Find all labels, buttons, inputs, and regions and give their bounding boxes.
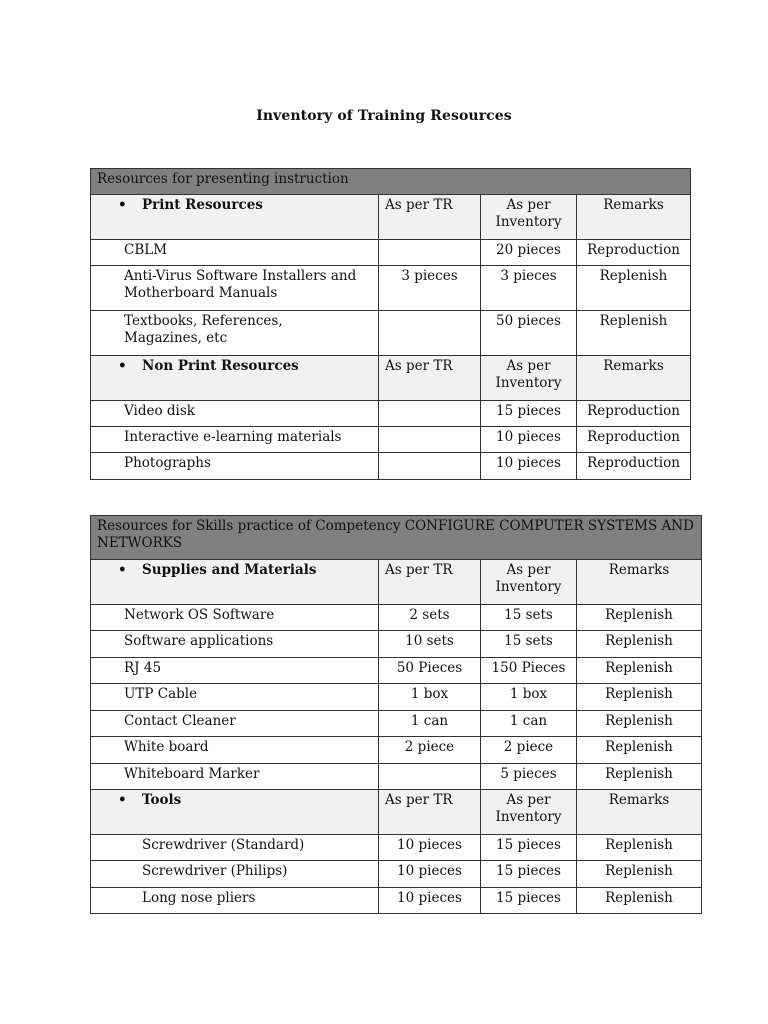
as-per-inventory-value: 50 pieces: [496, 313, 561, 329]
remarks-value: Replenish: [605, 607, 673, 623]
table-row: [91, 888, 702, 914]
item-name: Long nose pliers: [142, 890, 256, 906]
remarks-value: Replenish: [599, 268, 668, 284]
table-header-title: Resources for presenting instruction: [97, 171, 349, 187]
remarks-value: Replenish: [605, 766, 673, 782]
column-header-as-per-inventory: As per Inventory: [495, 358, 562, 391]
as-per-inventory-value: 15 pieces: [496, 403, 561, 419]
item-name: Software applications: [124, 633, 274, 649]
table-row: [91, 266, 691, 311]
table-row: [91, 711, 702, 737]
as-per-tr-value: [379, 401, 480, 403]
table-row: [91, 311, 691, 356]
column-header-as-per-inventory: As per Inventory: [495, 197, 562, 230]
item-name: Screwdriver (Philips): [142, 863, 288, 879]
item-name: UTP Cable: [124, 686, 198, 702]
as-per-tr-value: 10 pieces: [397, 890, 462, 906]
remarks-value: Replenish: [605, 863, 673, 879]
as-per-inventory-value: 150 Pieces: [491, 660, 566, 676]
bullet-icon: •: [118, 562, 127, 578]
item-name: Interactive e-learning materials: [124, 429, 342, 445]
as-per-inventory-value: 3 pieces: [500, 268, 557, 284]
section-header-row: [91, 195, 691, 240]
as-per-tr-value: 10 sets: [405, 633, 454, 649]
as-per-inventory-value: 10 pieces: [496, 429, 561, 445]
section-header-row: [91, 356, 691, 401]
remarks-value: Replenish: [605, 633, 673, 649]
as-per-tr-value: 1 can: [410, 713, 449, 729]
column-header-as-per-tr: As per TR: [385, 562, 453, 578]
item-name: CBLM: [124, 242, 168, 258]
item-name: Network OS Software: [124, 607, 275, 623]
table-row: [91, 658, 702, 684]
column-header-as-per-tr: As per TR: [385, 792, 453, 808]
column-header-remarks: Remarks: [608, 792, 670, 808]
section-label: Non Print Resources: [142, 358, 299, 374]
as-per-tr-value: [379, 427, 480, 429]
as-per-inventory-value: 1 can: [509, 713, 548, 729]
as-per-inventory-value: 15 pieces: [496, 863, 561, 879]
as-per-tr-value: [379, 311, 480, 313]
table-header-title: Resources for Skills practice of Competency CONFIGURE COMPUTER SYSTEMS AND NETWORKS: [97, 518, 694, 551]
table-header-row: [91, 169, 691, 195]
section-label: Tools: [142, 792, 182, 808]
bullet-icon: •: [118, 792, 127, 808]
item-name: Whiteboard Marker: [124, 766, 260, 782]
as-per-inventory-value: 15 sets: [504, 607, 553, 623]
table-row: [91, 737, 702, 764]
remarks-value: Reproduction: [587, 242, 680, 258]
as-per-tr-value: 50 Pieces: [396, 660, 463, 676]
as-per-inventory-value: 5 pieces: [500, 766, 557, 782]
remarks-value: Replenish: [605, 660, 673, 676]
item-name: Contact Cleaner: [124, 713, 236, 729]
as-per-inventory-value: 2 piece: [503, 739, 554, 755]
as-per-inventory-value: 20 pieces: [496, 242, 561, 258]
bullet-icon: •: [118, 197, 127, 213]
section-header-row: [91, 560, 702, 605]
remarks-value: Reproduction: [587, 429, 680, 445]
table-row: [91, 631, 702, 658]
table-row: [91, 605, 702, 631]
item-name: Screwdriver (Standard): [142, 837, 305, 853]
item-name: Anti-Virus Software Installers and Motherboard Manuals: [124, 268, 357, 301]
table-row: [91, 835, 702, 861]
as-per-inventory-value: 15 pieces: [496, 837, 561, 853]
as-per-tr-value: [379, 240, 480, 242]
as-per-tr-value: [379, 764, 480, 766]
section-label: Print Resources: [142, 197, 263, 213]
presenting-instruction-table: [90, 168, 691, 480]
as-per-inventory-value: 10 pieces: [496, 455, 561, 471]
table-row: [91, 764, 702, 790]
as-per-tr-value: 2 sets: [409, 607, 450, 623]
column-header-as-per-inventory: As per Inventory: [495, 792, 562, 825]
as-per-inventory-value: 15 pieces: [496, 890, 561, 906]
column-header-remarks: Remarks: [608, 562, 670, 578]
as-per-tr-value: 2 piece: [404, 739, 455, 755]
as-per-inventory-value: 1 box: [509, 686, 548, 702]
remarks-value: Replenish: [599, 313, 668, 329]
table-row: [91, 240, 691, 266]
as-per-tr-value: 3 pieces: [401, 268, 458, 284]
remarks-value: Replenish: [605, 739, 673, 755]
remarks-value: Reproduction: [587, 403, 680, 419]
table-row: [91, 684, 702, 711]
bullet-icon: •: [118, 358, 127, 374]
column-header-as-per-tr: As per TR: [385, 197, 453, 213]
column-header-as-per-tr: As per TR: [385, 358, 453, 374]
section-label: Supplies and Materials: [142, 562, 317, 578]
skills-practice-table: [90, 515, 702, 914]
table-header-row: [91, 516, 702, 560]
as-per-tr-value: 10 pieces: [397, 863, 462, 879]
table-row: [91, 427, 691, 453]
item-name: RJ 45: [124, 660, 162, 676]
remarks-value: Replenish: [605, 837, 673, 853]
table-row: [91, 401, 691, 427]
as-per-tr-value: [379, 453, 480, 455]
as-per-tr-value: 10 pieces: [397, 837, 462, 853]
item-name: Video disk: [124, 403, 195, 419]
column-header-remarks: Remarks: [603, 358, 664, 374]
as-per-tr-value: 1 box: [410, 686, 449, 702]
remarks-value: Reproduction: [587, 455, 680, 471]
remarks-value: Replenish: [605, 686, 673, 702]
as-per-inventory-value: 15 sets: [504, 633, 553, 649]
column-header-as-per-inventory: As per Inventory: [495, 562, 562, 595]
table-row: [91, 861, 702, 888]
table-row: [91, 453, 691, 480]
page-title: Inventory of Training Resources: [256, 108, 512, 124]
remarks-value: Replenish: [605, 713, 673, 729]
section-header-row: [91, 790, 702, 835]
remarks-value: Replenish: [605, 890, 673, 906]
column-header-remarks: Remarks: [603, 197, 664, 213]
item-name: Photographs: [124, 455, 211, 471]
item-name: Textbooks, References, Magazines, etc: [124, 313, 283, 346]
item-name: White board: [124, 739, 209, 755]
